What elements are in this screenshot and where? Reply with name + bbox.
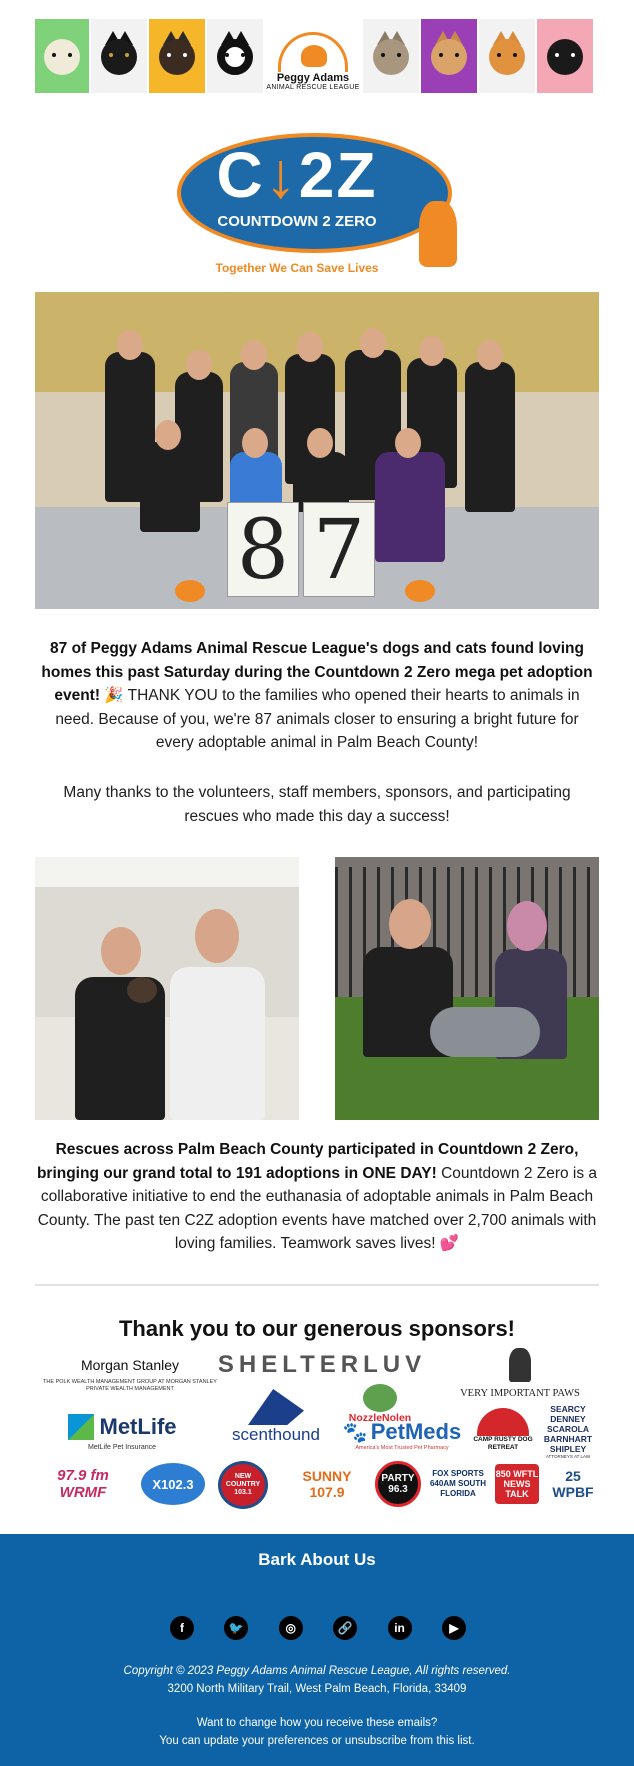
photo-person-head <box>241 340 267 370</box>
photo-person-head <box>117 330 143 360</box>
sponsor-name: scenthound <box>232 1425 320 1444</box>
intro-paragraph <box>35 637 599 755</box>
dog-photo <box>421 19 477 93</box>
photo-ceiling <box>35 857 299 887</box>
youtube-icon[interactable]: ▶ <box>442 1616 466 1640</box>
photo-person-head <box>507 901 547 951</box>
sponsor-name: FOX SPORTS 640AM SOUTH FLORIDA <box>429 1469 486 1498</box>
footer-title: Bark About Us <box>258 1550 376 1569</box>
address-text: 3200 North Military Trail, West Palm Beach, Florida, 33409 <box>167 1683 467 1695</box>
footer-preferences-block <box>0 1714 634 1750</box>
sponsor-name: SUNNY 107.9 <box>302 1468 352 1500</box>
sponsor-metlife[interactable] <box>52 1408 192 1456</box>
sponsor-name: 97.9 fm WRMF <box>57 1467 109 1501</box>
sponsor-subtitle: America's Most Trusted Pet Pharmacy <box>355 1445 449 1451</box>
sponsor-new-country[interactable] <box>216 1460 270 1510</box>
sponsor-name: NozzleNolen <box>348 1412 412 1424</box>
photo-person <box>170 967 265 1120</box>
photo-person-head <box>360 328 386 358</box>
intro-text: THANK YOU to the families who opened their hearts to animals in need. Because of you, we're 87 animals closer to ensuring a bright future for every adoptable animal in Palm Beach County! <box>55 687 580 751</box>
sponsor-wpbf[interactable] <box>548 1462 598 1506</box>
linkedin-icon[interactable]: in <box>388 1616 412 1640</box>
sponsor-sunny[interactable] <box>290 1462 364 1506</box>
preferences-link-text[interactable]: You can update your preferences or unsubscribe from this list. <box>159 1735 475 1747</box>
sponsor-name: Morgan Stanley <box>80 1357 180 1373</box>
section-divider <box>35 1284 599 1286</box>
photo-person-head <box>297 332 323 362</box>
number-card: 7 <box>303 502 375 597</box>
photo-person <box>465 362 515 512</box>
logo-wordmark <box>177 139 417 211</box>
scenthound-logo-icon <box>248 1389 304 1425</box>
cat-photo <box>479 19 535 93</box>
down-arrow-icon: ↓ <box>264 139 299 211</box>
sponsor-very-important-paws[interactable] <box>456 1342 584 1404</box>
paw-icon: 🐾 <box>342 1421 368 1444</box>
logo-mark-icon <box>278 32 348 72</box>
twitter-icon[interactable]: 🐦 <box>224 1616 248 1640</box>
summary-text: Countdown 2 Zero is a collaborative initiative to end the euthanasia of adoptable animals in Palm Beach County. The past ten C2Z adoption events have matched over 2,700 animals with loving families. Teamwork saves lives! 💕 <box>37 1164 598 1252</box>
footer <box>0 1534 634 1766</box>
sponsor-name: NEW COUNTRY 103.1 <box>218 1461 268 1509</box>
logo-subtitle: ANIMAL RESCUE LEAGUE <box>266 84 360 91</box>
thanks-paragraph: Many thanks to the volunteers, staff members, sponsors, and participating rescues who made this day a success! <box>63 784 571 825</box>
summary-bold-text: Rescues across Palm Beach County participated in Countdown 2 Zero, bringing our grand total to 191 adoptions in ONE DAY! <box>36 1141 579 1182</box>
header-pet-strip <box>35 19 599 93</box>
number-card: 8 <box>227 502 299 597</box>
facebook-icon[interactable]: f <box>170 1616 194 1640</box>
sponsor-camp-rusty[interactable] <box>472 1404 534 1456</box>
adopter-couple-photo <box>35 857 299 1120</box>
photo-person-head <box>307 428 333 458</box>
vip-dog-icon <box>509 1348 531 1382</box>
sponsor-name: PetMeds <box>370 1419 462 1444</box>
photo-person-head <box>389 899 431 949</box>
sponsor-name: CAMP RUSTY DOG RETREAT <box>473 1436 533 1451</box>
instagram-icon[interactable]: ◎ <box>279 1616 303 1640</box>
photo-person-head <box>242 428 268 458</box>
sponsor-subtitle: MetLife Pet Insurance <box>87 1443 157 1451</box>
sponsor-name: X102.3 <box>141 1463 205 1505</box>
dog-photo <box>35 19 89 93</box>
sponsor-scenthound[interactable] <box>220 1384 332 1450</box>
photo-person-head <box>195 909 239 963</box>
logo-name: COUNTDOWN 2 ZERO <box>217 213 377 230</box>
bug-mascot-icon <box>363 1384 397 1412</box>
footer-copyright-block <box>0 1662 634 1698</box>
sponsor-name: 25 WPBF <box>552 1468 594 1500</box>
sponsor-fox-sports[interactable] <box>428 1460 488 1508</box>
photo-person-head <box>186 350 212 380</box>
sponsor-wftl[interactable] <box>492 1462 542 1506</box>
kitten-photo <box>127 977 157 1003</box>
photo-person-head <box>419 336 445 366</box>
countdown-2-zero-logo <box>177 133 457 273</box>
summary-paragraph <box>35 1138 599 1256</box>
social-links <box>170 1616 466 1640</box>
photo-person-head <box>101 927 141 975</box>
sponsor-name: MetLife <box>99 1413 177 1439</box>
sponsor-name: SHELTERLUV <box>217 1351 427 1378</box>
hero-group-photo <box>35 292 599 609</box>
logo-tagline: Together We Can Save Lives <box>215 261 379 275</box>
adopter-couple-dog-photo <box>335 857 599 1120</box>
sponsor-petmeds[interactable] <box>336 1418 468 1452</box>
dog-photo <box>430 1007 540 1057</box>
sponsor-name: VERY IMPORTANT PAWS <box>460 1387 580 1399</box>
dog-photo <box>537 19 593 93</box>
dog-cat-silhouette-icon <box>419 201 457 267</box>
copyright-text: Copyright © 2023 Peggy Adams Animal Rescue League, All rights reserved. <box>123 1665 511 1677</box>
preferences-question: Want to change how you receive these emails? <box>196 1717 438 1729</box>
sponsor-name: 850 WFTL NEWS TALK <box>495 1464 539 1504</box>
peggy-adams-logo[interactable] <box>265 19 361 93</box>
sponsor-subtitle: THE POLK WEALTH MANAGEMENT GROUP AT MORGAN STANLEY PRIVATE WEALTH MANAGEMENT <box>43 1379 217 1392</box>
sponsor-name: SEARCY DENNEY SCAROLA BARNHART SHIPLEY <box>543 1403 593 1454</box>
link-icon[interactable]: 🔗 <box>333 1616 357 1640</box>
intro-bold-text: 87 of Peggy Adams Animal Rescue League's dogs and cats found loving homes this past Saturday during the Countdown 2 Zero mega pet adoption event! 🎉 <box>41 640 593 704</box>
logo-name: Peggy Adams <box>276 72 350 84</box>
sponsor-morgan-stanley[interactable] <box>35 1352 225 1398</box>
sponsors-title: Thank you to our generous sponsors! <box>118 1316 516 1341</box>
photo-person-head <box>477 340 503 370</box>
sponsor-name: PARTY 96.3 <box>375 1461 421 1507</box>
sponsor-party[interactable] <box>374 1460 422 1508</box>
metlife-logo-icon <box>68 1414 94 1440</box>
sponsor-subtitle: ATTORNEYS AT LAW <box>545 1453 591 1459</box>
sponsor-x102[interactable] <box>140 1462 206 1506</box>
logo-letters-2z: 2Z <box>298 139 378 211</box>
sponsor-searcy-denney[interactable] <box>538 1403 598 1459</box>
paw-print-icon <box>405 580 435 602</box>
dog-photo <box>149 19 205 93</box>
paw-print-icon <box>175 580 205 602</box>
cat-photo <box>363 19 419 93</box>
photo-person <box>140 442 200 532</box>
photo-person-head <box>395 428 421 458</box>
photo-person-head <box>155 420 181 450</box>
logo-letter-c: C <box>216 139 265 211</box>
photo-person <box>375 452 445 562</box>
sponsor-wrmf[interactable] <box>36 1464 130 1504</box>
cat-photo <box>207 19 263 93</box>
camp-logo-icon <box>477 1408 529 1436</box>
cat-photo <box>91 19 147 93</box>
